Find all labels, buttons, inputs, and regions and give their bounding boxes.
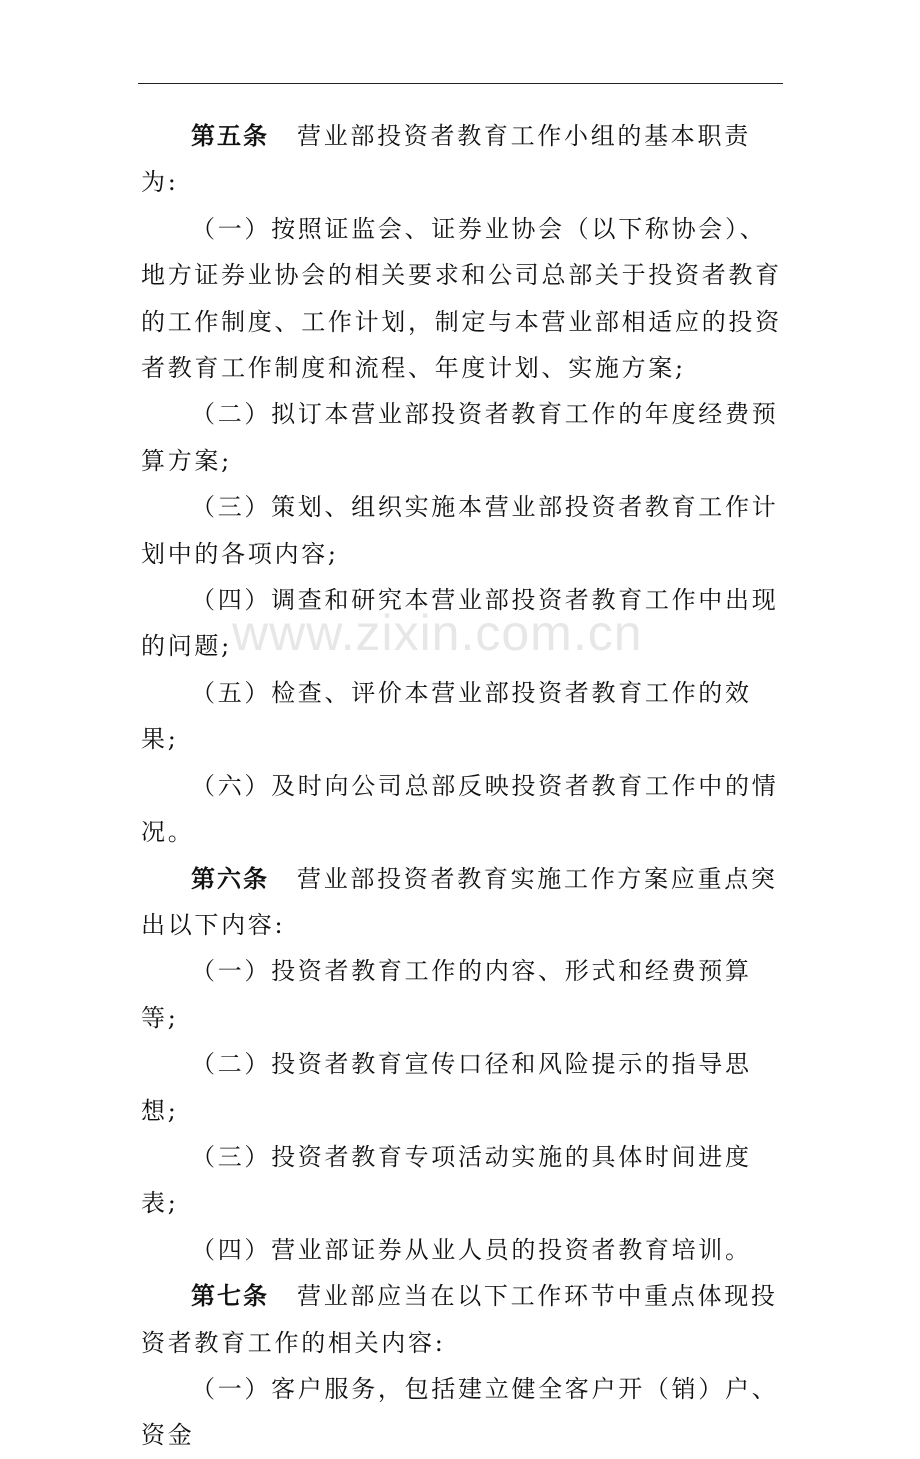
article-5-item-1: （一）按照证监会、证券业协会（以下称协会）、地方证券业协会的相关要求和公司总部关于投资者教育的工作制度、工作计划，制定与本营业部相适应的投资者教育工作制度和流程、年度计划、实施方案; [141,214,782,383]
article-7-item-1: （一）客户服务，包括建立健全客户开（销）户、资金 [141,1374,779,1450]
article-5-title: 营业部投资者教育工作小组的基本职责为: [141,122,751,197]
header-rule [138,83,783,84]
article-6-item-3: （三）投资者教育专项活动实施的具体时间进度表; [141,1142,752,1218]
article-5-item-2: （二）拟订本营业部投资者教育工作的年度经费预算方案; [141,400,779,475]
article-7-title: 营业部应当在以下工作环节中重点体现投资者教育工作的相关内容: [141,1282,778,1357]
document-body [141,113,784,1459]
article-6-title: 营业部投资者教育实施工作方案应重点突出以下内容: [141,864,778,939]
article-6-item-2: （二）投资者教育宣传口径和风险提示的指导思想; [141,1050,752,1125]
article-6-heading [141,856,784,949]
article-5-item-4: （四）调查和研究本营业部投资者教育工作中出现的问题; [141,586,779,661]
watermark-text: www.zixin.com.cn [232,605,643,661]
article-5-item-3: （三）策划、组织实施本营业部投资者教育工作计划中的各项内容; [141,493,779,568]
article-6-label: 第六条 [191,863,269,893]
article-5-label: 第五条 [191,121,269,150]
article-5-item-5: （五）检查、评价本营业部投资者教育工作的效果; [141,678,752,754]
article-6-item-1: （一）投资者教育工作的内容、形式和经费预算等; [141,957,752,1032]
article-6-item-4: （四）营业部证券从业人员的投资者教育培训。 [191,1235,752,1264]
article-5-item-6: （六）及时向公司总部反映投资者教育工作中的情况。 [141,771,779,847]
article-7-heading [141,1273,784,1366]
article-5-heading [141,113,784,206]
article-7-label: 第七条 [191,1281,269,1311]
